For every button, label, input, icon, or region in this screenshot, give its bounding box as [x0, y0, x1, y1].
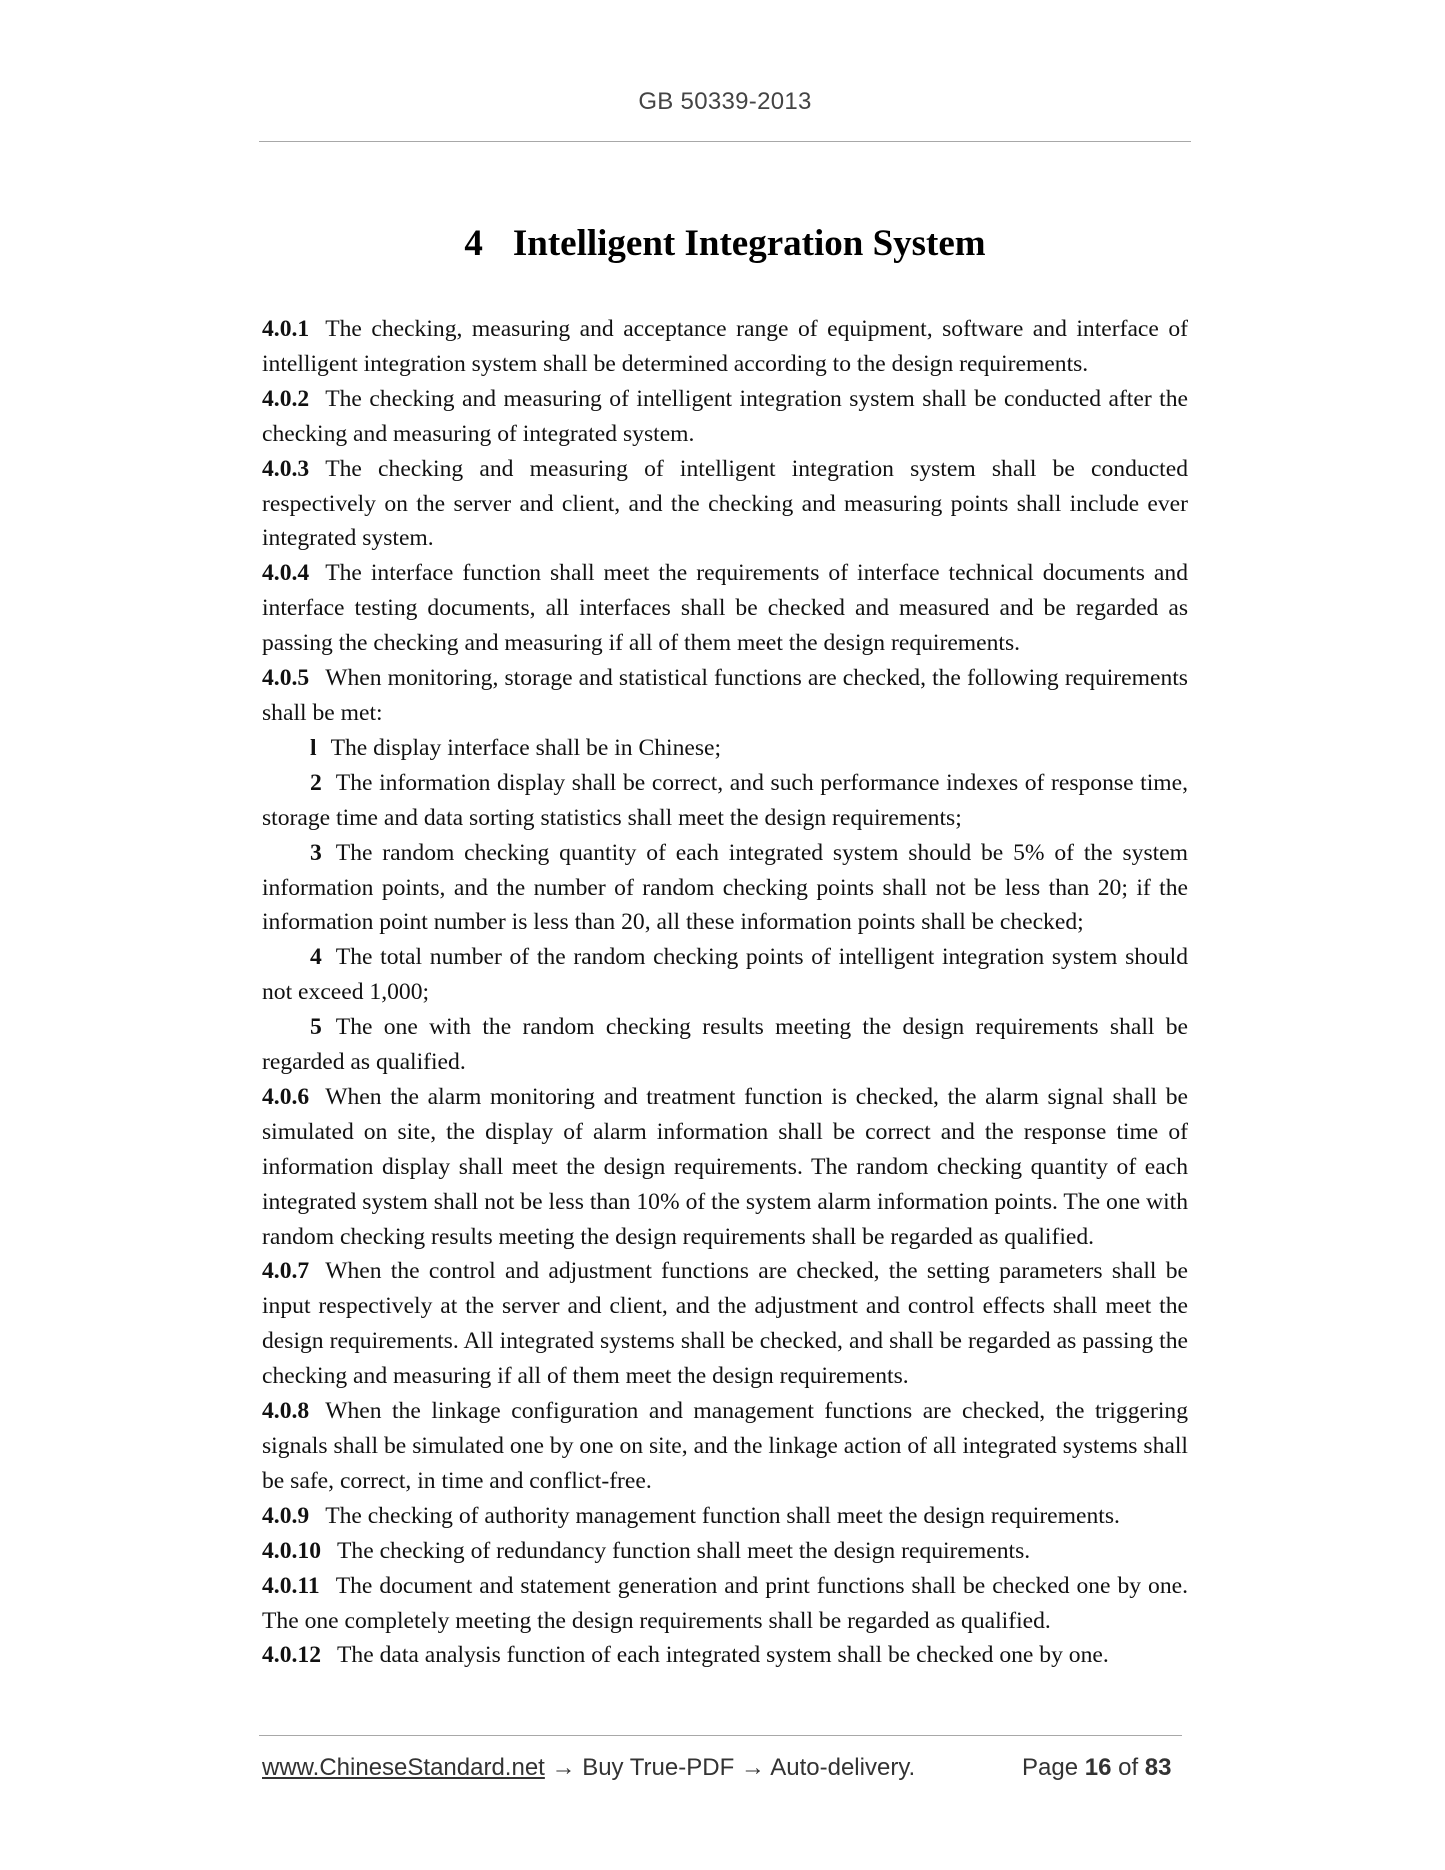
clause-text: The checking, measuring and acceptance range of equipment, software and interface of intelligent integration system shall be determined according to the design requirements. [262, 316, 1188, 377]
arrow-right-icon: → [734, 1754, 771, 1781]
sub-item-text: The one with the random checking results meeting the design requirements shall be regarded as qualified. [262, 1014, 1188, 1076]
buy-pdf-text: Buy True-PDF [582, 1754, 735, 1781]
clause [262, 452, 1188, 557]
page-indicator [1022, 1754, 1171, 1782]
sub-item-number: l [310, 734, 317, 761]
clause [262, 661, 1188, 731]
sub-item-text: The display interface shall be in Chinese; [330, 734, 722, 761]
clause [262, 1569, 1188, 1639]
clause-number: 4.0.8 [262, 1398, 310, 1425]
sub-item [262, 766, 1188, 836]
of-label: of [1111, 1754, 1145, 1781]
clause [262, 1394, 1188, 1499]
clause-number: 4.0.6 [262, 1083, 310, 1110]
clause-text: The checking and measuring of intelligent integration system shall be conducted respectively on the server and client, and the checking and measuring points shall include ever integrated system. [262, 455, 1188, 552]
document-body [262, 312, 1188, 1673]
clause-number: 4.0.7 [262, 1258, 310, 1285]
sub-item-text: The information display shall be correct, and such performance indexes of response time, storage time and data sorting statistics shall meet the design requirements; [262, 769, 1188, 831]
clause-text: When the alarm monitoring and treatment function is checked, the alarm signal shall be simulated on site, the display of alarm information shall be correct and the response time of information display shall meet the design requirements. The random checking quantity of each integrated system shall not be less than 10% of the system alarm information points. The one with random checking results meeting the design requirements shall be regarded as qualified. [262, 1083, 1188, 1250]
sub-item-text: The random checking quantity of each integrated system should be 5% of the system information points, and the number of random checking points shall not be less than 20; if the information point number is less than 20, all these information points shall be checked; [262, 839, 1188, 936]
clause [262, 382, 1188, 452]
clause-number: 4.0.12 [262, 1642, 321, 1669]
clause-number: 4.0.11 [262, 1572, 320, 1599]
total-pages: 83 [1144, 1754, 1172, 1781]
clause-text: The document and statement generation and print functions shall be checked one by one. The one completely meeting the design requirements shall be regarded as qualified. [262, 1572, 1188, 1634]
sub-item [262, 836, 1188, 941]
clause-text: When monitoring, storage and statistical functions are checked, the following requirements shall be met: [262, 665, 1188, 726]
clause-number: 4.0.4 [262, 560, 310, 587]
chapter-title-text: Intelligent Integration System [512, 223, 986, 264]
sub-item-number: 2 [310, 769, 322, 796]
sub-item-number: 3 [310, 839, 322, 866]
clause-number: 4.0.10 [262, 1537, 321, 1564]
page-number: 16 [1084, 1754, 1112, 1781]
sub-item [262, 1010, 1188, 1080]
chapter-title [259, 222, 1191, 265]
clause [262, 312, 1188, 382]
page-label: Page [1022, 1754, 1085, 1781]
document-header: GB 50339-2013 [638, 88, 812, 115]
clause-text: The data analysis function of each integrated system shall be checked one by one. [336, 1642, 1109, 1669]
clause-text: The checking of redundancy function shall meet the design requirements. [336, 1537, 1031, 1564]
clause-number: 4.0.9 [262, 1502, 310, 1529]
sub-item [262, 731, 1188, 766]
clause [262, 1638, 1188, 1673]
clause [262, 1254, 1188, 1394]
header-divider [259, 141, 1191, 142]
sub-item-text: The total number of the random checking points of intelligent integration system should not exceed 1,000; [262, 944, 1188, 1006]
website-link[interactable]: www.ChineseStandard.net [262, 1754, 545, 1781]
sub-item-number: 5 [310, 1014, 322, 1041]
sub-item-number: 4 [310, 944, 322, 971]
arrow-right-icon: → [544, 1754, 583, 1781]
clause-number: 4.0.3 [262, 455, 310, 482]
clause-text: When the linkage configuration and management functions are checked, the triggering signals shall be simulated one by one on site, and the linkage action of all integrated systems shall be safe, correct, in time and conflict-free. [262, 1398, 1188, 1494]
clause-text: When the control and adjustment functions are checked, the setting parameters shall be input respectively at the server and client, and the adjustment and control effects shall meet the design requirements. All integrated systems shall be checked, and shall be regarded as passing the checking and measuring if all of them meet the design requirements. [262, 1258, 1188, 1390]
sub-item [262, 940, 1188, 1010]
clause-number: 4.0.1 [262, 316, 310, 342]
clause [262, 556, 1188, 661]
chapter-number: 4 [464, 223, 483, 264]
footer-promo [262, 1754, 915, 1782]
clause-number: 4.0.5 [262, 665, 310, 692]
footer-divider [259, 1735, 1182, 1736]
clause-text: The interface function shall meet the requirements of interface technical documents and interface testing documents, all interfaces shall be checked and measured and be regarded as passing the checking and measuring if all of them meet the design requirements. [262, 560, 1188, 657]
clause-number: 4.0.2 [262, 385, 310, 412]
clause-text: The checking of authority management function shall meet the design requirements. [325, 1502, 1120, 1529]
clause-text: The checking and measuring of intelligent integration system shall be conducted after the checking and measuring of integrated system. [262, 385, 1188, 447]
clause [262, 1534, 1188, 1569]
auto-delivery-text: Auto-delivery. [770, 1754, 916, 1781]
clause [262, 1499, 1188, 1534]
clause [262, 1080, 1188, 1255]
